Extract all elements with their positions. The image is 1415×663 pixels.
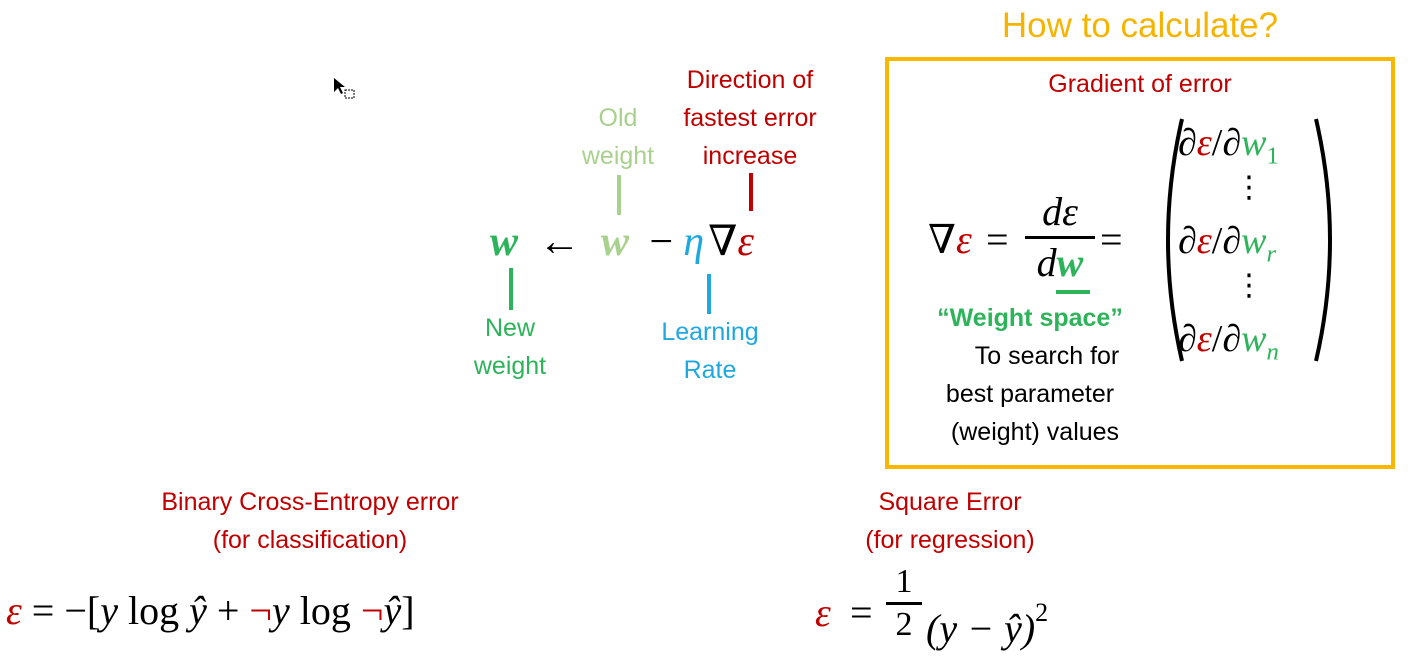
new-weight-symbol: w [490, 219, 519, 265]
square-error-title: Square Error (for regression) [865, 488, 1035, 554]
direction-label: Direction of fastest error increase [683, 66, 817, 170]
weight-vector-symbol: w [1056, 240, 1084, 285]
gradient-lhs [928, 215, 972, 265]
learning-rate-symbol: η [683, 219, 705, 265]
fraction-numerator: dε [1042, 189, 1078, 234]
assign-arrow: ← [538, 219, 581, 265]
weight-underline [1056, 290, 1090, 294]
square-error-equals: = [850, 590, 873, 635]
weight-space-label: “Weight space” [937, 304, 1123, 332]
weight-space-description: To search for best parameter (weight) values [945, 342, 1120, 446]
error-symbol: ε [737, 219, 754, 265]
square-error-eps: ε [815, 590, 831, 635]
vector-row-r: $\partial\varepsilon/\partial w_r$ [1178, 220, 1277, 268]
bce-formula: ε = −[y log ŷ + ¬y log ¬ŷ] [6, 588, 415, 633]
gradient-fraction [1025, 190, 1095, 285]
square-error-fraction: 1 2 [886, 563, 922, 644]
old-weight-pointer [617, 175, 621, 215]
vector-row-1: $\partial\varepsilon/\partial w_1$ [1178, 122, 1279, 170]
gradient-of-error-title: Gradient of error [1048, 70, 1232, 98]
mouse-cursor-icon [333, 77, 359, 103]
new-weight-label: New weight [473, 314, 547, 380]
square-error-paren-expr: (y − ŷ)$^2$ [926, 598, 1049, 651]
equals-2: = [1100, 217, 1123, 262]
vdots-1: ⋮ [1234, 171, 1264, 204]
vector-right-paren [1312, 115, 1348, 365]
equals-1: = [986, 217, 1009, 262]
how-to-calculate-title: How to calculate? [1001, 6, 1279, 45]
learning-rate-label: Learning Rate [661, 318, 759, 384]
square-fraction-bar [886, 602, 922, 605]
old-weight-label: Old weight [581, 104, 655, 170]
vdots-2: ⋮ [1234, 269, 1264, 302]
minus-sign: − [649, 219, 674, 265]
fraction-bar [1025, 236, 1095, 239]
nabla-symbol: ∇ [708, 219, 738, 265]
update-rule-equation [490, 218, 754, 266]
gradient-nabla: ∇ [928, 217, 956, 262]
gradient-eps: ε [955, 217, 972, 262]
vector-row-n: $\partial\varepsilon/\partial w_n$ [1178, 318, 1279, 366]
fraction-denominator: dw [1036, 240, 1084, 285]
bce-title: Binary Cross-Entropy error (for classification) [161, 488, 459, 554]
old-weight-symbol: w [601, 219, 630, 265]
learning-rate-pointer [707, 274, 711, 314]
direction-pointer [749, 173, 753, 211]
new-weight-pointer [509, 268, 513, 310]
